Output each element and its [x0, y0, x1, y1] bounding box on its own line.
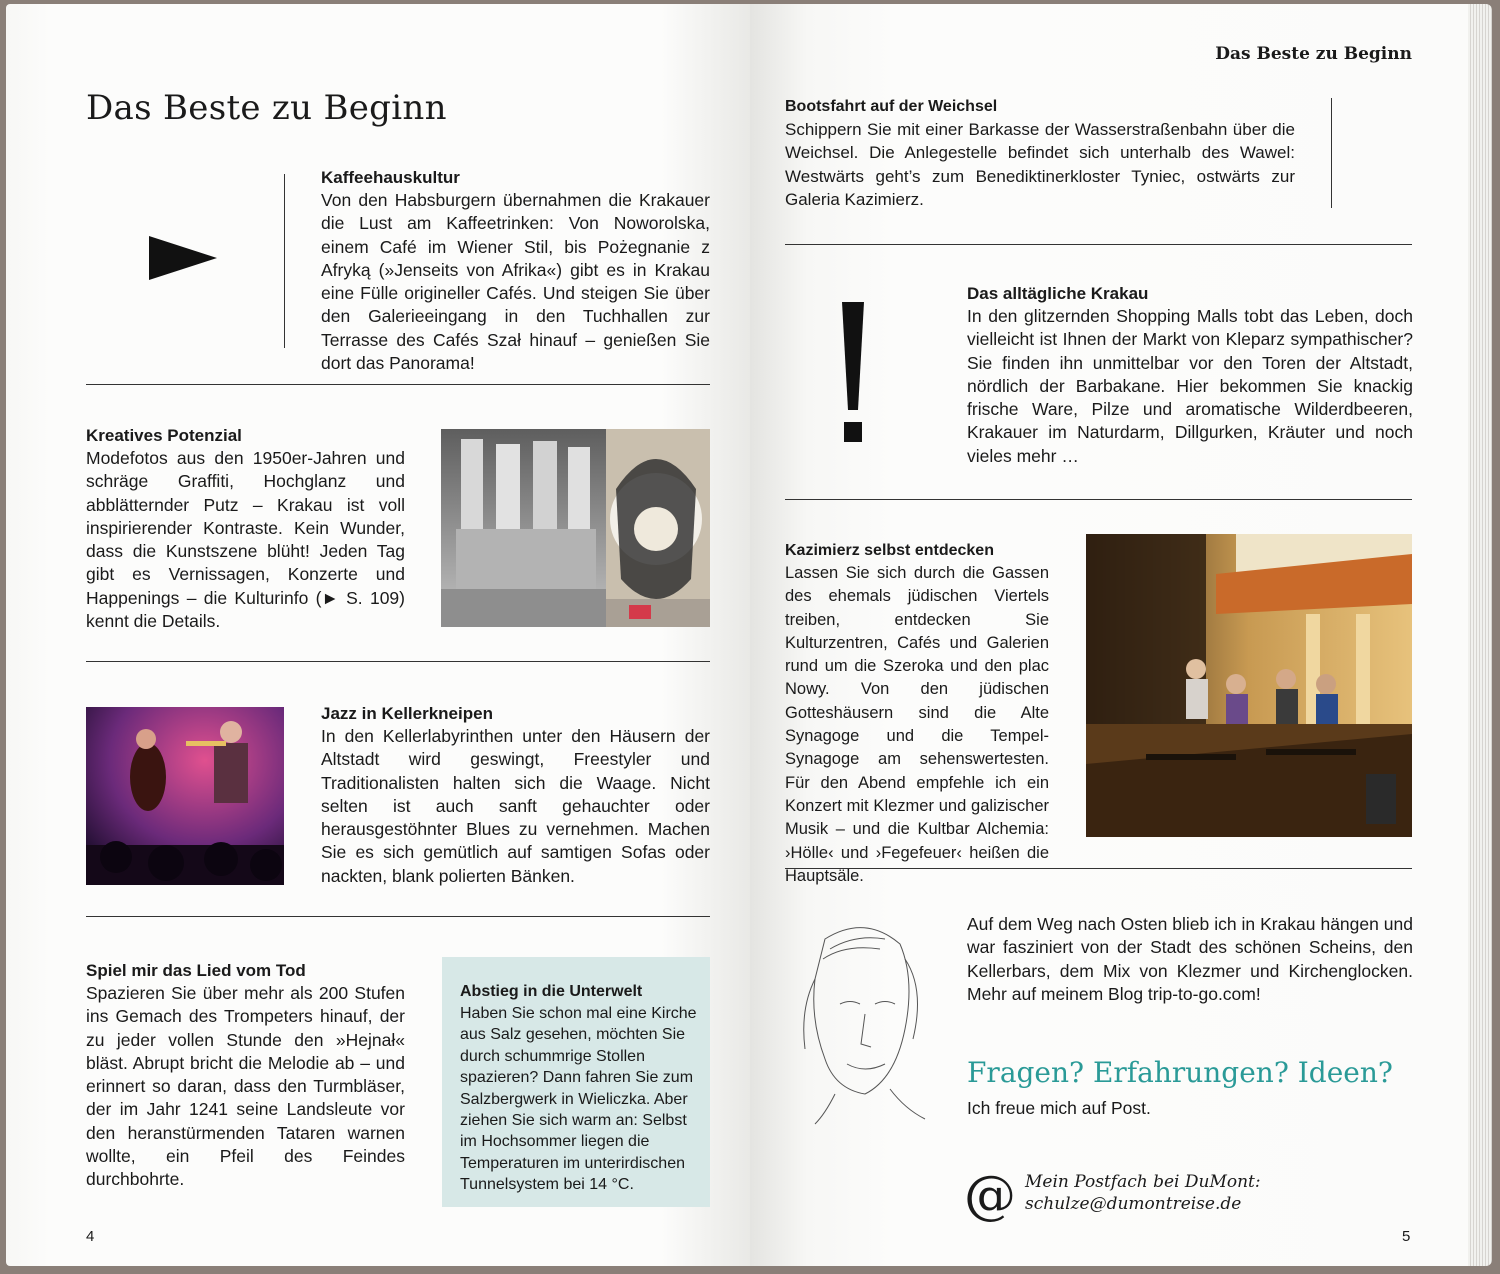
right-page: [750, 4, 1468, 1266]
section-heading: Jazz in Kellerkneipen: [321, 704, 493, 723]
page-edges: [1468, 4, 1492, 1266]
section-kazimierz: [785, 540, 1049, 888]
exclamation-icon: [840, 302, 866, 446]
photo-jazz-concert: [86, 707, 284, 885]
divider: [86, 384, 710, 385]
divider: [86, 916, 710, 917]
section-kaffeehaus: [321, 167, 710, 375]
section-text: In den glitzernden Shopping Malls tobt das Leben, doch vielleicht ist Ihnen der Markt von Kleparz sympathischer? Sie finden ihn unmittelbar vor den Toren der Altstadt, nördlich der Barbakane. Hier bekommen Sie knackig frische Ware, Pilze und aromatische Wilderdbeeren, Krakauer im Naturdarm, Dillgurken, Kräuter und noch vieles mehr …: [967, 306, 1413, 466]
divider: [785, 868, 1412, 869]
page-number: 4: [86, 1228, 95, 1245]
vertical-divider: [1331, 98, 1332, 208]
section-text: Spazieren Sie über mehr als 200 Stufen ins Gemach des Trompeters hinauf, der zu jeder vollen Stunde den »Hejnał« bläst. Abrupt bricht die Melodie ab – und erinnert so daran, dass den Turmbläser, der im Jahr 1241 seine Landsleute vor den heranstürmenden Tataren warnen wollte, ein Pfeil des Feindes durchbohrte.: [86, 983, 405, 1190]
section-heading: Kazimierz selbst entdecken: [785, 542, 994, 559]
infobox-abstieg: [442, 957, 710, 1207]
photo-kazimierz-cafe: [1086, 534, 1412, 837]
triangle-pointer-icon: [149, 234, 219, 282]
section-heading: Spiel mir das Lied vom Tod: [86, 961, 306, 980]
section-text: Lassen Sie sich durch die Gassen des ehemals jüdischen Viertels treiben, entdecken Sie Kulturzentren, Cafés und Galerien rund um die Szeroka und den plac Nowy. Von den jüdischen Gotteshäusern sind die Alte Synagoge und die Tempel-Synagoge am sehenswertesten. Für den Abend empfehle ich ein Konzert mit Klezmer und galizischer Musik – und die Kultbar Alchemia: ›Hölle‹ und ›Fegefeuer‹ heißen die Hauptsäle.: [785, 564, 1049, 885]
vertical-divider: [284, 174, 285, 348]
author-text: Auf dem Weg nach Osten blieb ich in Krakau hängen und war fasziniert von der Stadt des schönen Scheins, den Kellerbars, dem Mix von Klezmer und Kirchenglocken. Mehr auf meinem Blog trip-to-go.com!: [967, 914, 1413, 1004]
running-head: Das Beste zu Beginn: [1215, 44, 1412, 64]
section-text: Schippern Sie mit einer Barkasse der Wasserstraßenbahn über die Weichsel. Die Anlegestelle befindet sich unterhalb des Wawel: Westwärts geht’s zum Benediktinerkloster Tyniec, ostwärts zur Galeria Kazimierz.: [785, 120, 1295, 209]
author-note: [967, 913, 1413, 1006]
section-heading: Kaffeehauskultur: [321, 168, 460, 187]
section-alltag: [967, 283, 1413, 468]
section-spiel: [86, 960, 405, 1192]
page-title: Das Beste zu Beginn: [86, 88, 447, 128]
at-icon: @: [964, 1166, 1016, 1226]
section-jazz: [321, 703, 710, 888]
section-heading: Das alltägliche Krakau: [967, 284, 1149, 303]
postfach-label: Mein Postfach bei DuMont:: [1025, 1172, 1261, 1192]
left-page: [6, 4, 750, 1266]
postfach: [1025, 1171, 1261, 1215]
divider: [785, 244, 1412, 245]
photo-graffiti: [441, 429, 710, 627]
page-number: 5: [1402, 1228, 1411, 1245]
section-heading: Bootsfahrt auf der Weichsel: [785, 98, 998, 115]
divider: [86, 661, 710, 662]
section-text: Modefotos aus den 1950er-Jahren und schräge Graffiti, Hochglanz und abblätternder Putz – Krakau ist voll inspirierender Kontraste. Kein Wunder, dass die Kunstszene blüht! Jeden Tag gibt es Vernissagen, Konzerte und Happenings – die Kulturinfo (► S. 109) kennt die Details.: [86, 448, 405, 632]
email-link[interactable]: schulze@dumontreise.de: [1025, 1194, 1242, 1214]
invite-text: Ich freue mich auf Post.: [967, 1098, 1151, 1118]
author-portrait-sketch: [785, 919, 935, 1129]
section-bootsfahrt: [785, 96, 1295, 211]
section-heading: Kreatives Potenzial: [86, 426, 242, 445]
section-text: Von den Habsburgern übernahmen die Krakauer die Lust am Kaffeetrinken: Von Noworolska, einem Café im Wiener Stil, bis Pożegnanie z Afryką (»Jenseits von Afrika«) gibt es in Krakau eine Fülle origineller Cafés. Und steigen Sie über den Galerieeingang in den Tuchhallen zur Terrasse des Cafés Szał hinauf – genießen Sie dort das Panorama!: [321, 190, 710, 374]
infobox-text: Haben Sie schon mal eine Kirche aus Salz gesehen, möchten Sie durch schummrige Stollen spazieren? Dann fahren Sie zum Salzbergwerk in Wieliczka. Aber ziehen Sie sich warm an: Selbst im Hochsommer liegen die Temperaturen im unterirdischen Tunnelsystem bei 14 °C.: [460, 1005, 697, 1194]
divider: [785, 499, 1412, 500]
section-text: In den Kellerlabyrinthen unter den Häusern der Altstadt wird geswingt, Freestyler und Traditionalisten halten sich die Waage. Nicht selten ist auch sanft gehauchter oder herausgestöhnter Blues zu vernehmen. Machen Sie es sich gemütlich auf samtigen Sofas oder nackten, blank polierten Bänken.: [321, 726, 710, 886]
section-kreativ: [86, 425, 405, 633]
infobox-heading: Abstieg in die Unterwelt: [460, 983, 643, 1000]
questions-heading: Fragen? Erfahrungen? Ideen?: [967, 1056, 1393, 1089]
